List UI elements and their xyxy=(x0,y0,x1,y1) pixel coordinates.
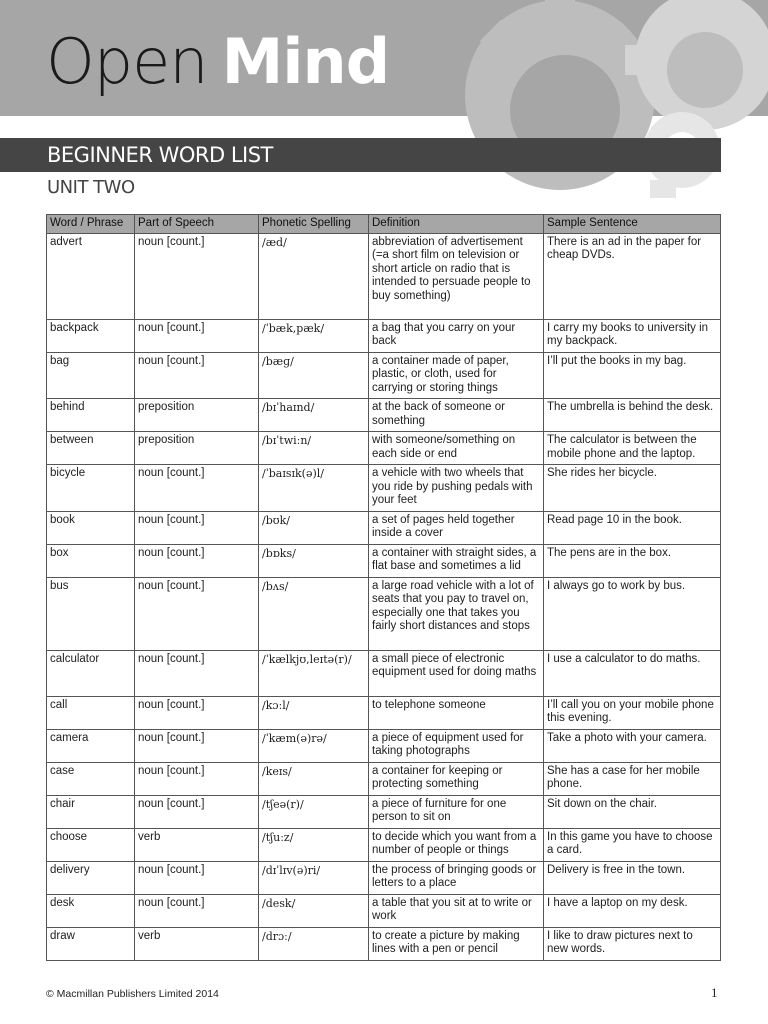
cell-sample-sentence: I carry my books to university in my backpack. xyxy=(544,319,721,352)
cell-definition: to decide which you want from a number of people or things xyxy=(369,828,544,861)
cell-definition: a set of pages held together inside a cover xyxy=(369,511,544,544)
cell-definition: the process of bringing goods or letters to a place xyxy=(369,861,544,894)
cell-definition: a container for keeping or protecting something xyxy=(369,762,544,795)
cell-word: desk xyxy=(47,894,135,927)
brand-logo-bold-text: Mind xyxy=(221,25,390,98)
brand-logo xyxy=(46,26,389,98)
cell-phonetic: /desk/ xyxy=(259,894,369,927)
cell-sample-sentence: Delivery is free in the town. xyxy=(544,861,721,894)
cell-phonetic: /kɔːl/ xyxy=(259,696,369,729)
cell-word: calculator xyxy=(47,650,135,696)
page-number: 1 xyxy=(711,985,718,1000)
cell-phonetic: /bɪˈtwiːn/ xyxy=(259,432,369,465)
table-row xyxy=(47,319,721,352)
title-bar xyxy=(0,138,721,172)
column-header-definition: Definition xyxy=(369,215,544,234)
cell-definition: a container with straight sides, a flat base and sometimes a lid xyxy=(369,544,544,577)
column-header-word: Word / Phrase xyxy=(47,215,135,234)
cell-part-of-speech: noun [count.] xyxy=(135,795,259,828)
cell-part-of-speech: noun [count.] xyxy=(135,650,259,696)
table-row xyxy=(47,432,721,465)
cell-sample-sentence: Sit down on the chair. xyxy=(544,795,721,828)
table-row xyxy=(47,696,721,729)
table-row xyxy=(47,828,721,861)
cell-sample-sentence: I always go to work by bus. xyxy=(544,577,721,650)
cell-phonetic: /bʊk/ xyxy=(259,511,369,544)
cell-phonetic: /bæɡ/ xyxy=(259,352,369,399)
cell-part-of-speech: noun [count.] xyxy=(135,465,259,512)
cell-sample-sentence: The calculator is between the mobile phone and the laptop. xyxy=(544,432,721,465)
cell-word: behind xyxy=(47,399,135,432)
cell-word: chair xyxy=(47,795,135,828)
column-header-phonetic: Phonetic Spelling xyxy=(259,215,369,234)
cell-part-of-speech: noun [count.] xyxy=(135,861,259,894)
cell-part-of-speech: noun [count.] xyxy=(135,762,259,795)
cell-word: choose xyxy=(47,828,135,861)
cell-definition: a table that you sit at to write or work xyxy=(369,894,544,927)
cell-definition: a container made of paper, plastic, or cloth, used for carrying or storing things xyxy=(369,352,544,399)
cell-part-of-speech: noun [count.] xyxy=(135,696,259,729)
brand-logo-light-text: Open xyxy=(46,25,208,98)
cell-definition: a small piece of electronic equipment used for doing maths xyxy=(369,650,544,696)
table-row xyxy=(47,352,721,399)
cell-part-of-speech: noun [count.] xyxy=(135,729,259,762)
table-row xyxy=(47,577,721,650)
table-row xyxy=(47,861,721,894)
cell-phonetic: /drɔː/ xyxy=(259,927,369,960)
table-row xyxy=(47,399,721,432)
cell-part-of-speech: noun [count.] xyxy=(135,319,259,352)
cell-sample-sentence: I like to draw pictures next to new words. xyxy=(544,927,721,960)
table-row xyxy=(47,650,721,696)
cell-part-of-speech: noun [count.] xyxy=(135,894,259,927)
cell-phonetic: /ˈbæk,pæk/ xyxy=(259,319,369,352)
cell-part-of-speech: noun [count.] xyxy=(135,511,259,544)
cell-sample-sentence: Take a photo with your camera. xyxy=(544,729,721,762)
cell-definition: at the back of someone or something xyxy=(369,399,544,432)
cell-word: between xyxy=(47,432,135,465)
cell-sample-sentence: There is an ad in the paper for cheap DVDs. xyxy=(544,233,721,319)
cell-definition: to create a picture by making lines with a pen or pencil xyxy=(369,927,544,960)
cell-word: bicycle xyxy=(47,465,135,512)
cell-phonetic: /bɪˈhaɪnd/ xyxy=(259,399,369,432)
cell-definition: abbreviation of advertisement (=a short film on television or short article on radio that is intended to persuade people to buy something) xyxy=(369,233,544,319)
cell-sample-sentence: The pens are in the box. xyxy=(544,544,721,577)
cell-definition: a vehicle with two wheels that you ride by pushing pedals with your feet xyxy=(369,465,544,512)
cell-part-of-speech: verb xyxy=(135,828,259,861)
cell-part-of-speech: preposition xyxy=(135,432,259,465)
table-header-row xyxy=(47,215,721,234)
cell-sample-sentence: Read page 10 in the book. xyxy=(544,511,721,544)
cell-part-of-speech: noun [count.] xyxy=(135,577,259,650)
cell-part-of-speech: noun [count.] xyxy=(135,352,259,399)
column-header-sample-sentence: Sample Sentence xyxy=(544,215,721,234)
cell-sample-sentence: In this game you have to choose a card. xyxy=(544,828,721,861)
cell-definition: a piece of furniture for one person to sit on xyxy=(369,795,544,828)
cell-word: book xyxy=(47,511,135,544)
cell-word: box xyxy=(47,544,135,577)
cell-part-of-speech: verb xyxy=(135,927,259,960)
cell-part-of-speech: noun [count.] xyxy=(135,233,259,319)
cell-word: delivery xyxy=(47,861,135,894)
cell-sample-sentence: I have a laptop on my desk. xyxy=(544,894,721,927)
table-row xyxy=(47,465,721,512)
table-row xyxy=(47,795,721,828)
table-row xyxy=(47,233,721,319)
cell-phonetic: /tʃeə(r)/ xyxy=(259,795,369,828)
cell-definition: a bag that you carry on your back xyxy=(369,319,544,352)
cell-word: camera xyxy=(47,729,135,762)
cell-definition: to telephone someone xyxy=(369,696,544,729)
cell-sample-sentence: She rides her bicycle. xyxy=(544,465,721,512)
cell-definition: with someone/something on each side or end xyxy=(369,432,544,465)
table-row xyxy=(47,544,721,577)
cell-part-of-speech: preposition xyxy=(135,399,259,432)
cell-word: call xyxy=(47,696,135,729)
cell-phonetic: /æd/ xyxy=(259,233,369,319)
cell-phonetic: /ˈkælkjʊ,leɪtə(r)/ xyxy=(259,650,369,696)
table-row xyxy=(47,927,721,960)
cell-phonetic: /keɪs/ xyxy=(259,762,369,795)
cell-word: bus xyxy=(47,577,135,650)
cell-word: draw xyxy=(47,927,135,960)
column-header-part-of-speech: Part of Speech xyxy=(135,215,259,234)
word-list-table xyxy=(46,214,721,961)
cell-sample-sentence: I use a calculator to do maths. xyxy=(544,650,721,696)
table-row xyxy=(47,511,721,544)
cell-phonetic: /tʃuːz/ xyxy=(259,828,369,861)
cell-phonetic: /dɪˈlɪv(ə)ri/ xyxy=(259,861,369,894)
cell-word: backpack xyxy=(47,319,135,352)
cell-word: bag xyxy=(47,352,135,399)
cell-word: case xyxy=(47,762,135,795)
cell-part-of-speech: noun [count.] xyxy=(135,544,259,577)
cell-sample-sentence: She has a case for her mobile phone. xyxy=(544,762,721,795)
cell-phonetic: /bʌs/ xyxy=(259,577,369,650)
copyright-notice: © Macmillan Publishers Limited 2014 xyxy=(46,988,219,1000)
cell-definition: a piece of equipment used for taking photographs xyxy=(369,729,544,762)
cell-word: advert xyxy=(47,233,135,319)
table-row xyxy=(47,894,721,927)
cell-sample-sentence: I’ll put the books in my bag. xyxy=(544,352,721,399)
unit-subtitle: UNIT TWO xyxy=(47,177,135,198)
page-title: BEGINNER WORD LIST xyxy=(47,143,273,167)
table-row xyxy=(47,762,721,795)
cell-phonetic: /bɒks/ xyxy=(259,544,369,577)
cell-phonetic: /ˈkæm(ə)rə/ xyxy=(259,729,369,762)
cell-sample-sentence: The umbrella is behind the desk. xyxy=(544,399,721,432)
cell-definition: a large road vehicle with a lot of seats that you pay to travel on, especially one that takes you fairly short distances and stops xyxy=(369,577,544,650)
cell-phonetic: /ˈbaɪsɪk(ə)l/ xyxy=(259,465,369,512)
table-row xyxy=(47,729,721,762)
cell-sample-sentence: I’ll call you on your mobile phone this evening. xyxy=(544,696,721,729)
